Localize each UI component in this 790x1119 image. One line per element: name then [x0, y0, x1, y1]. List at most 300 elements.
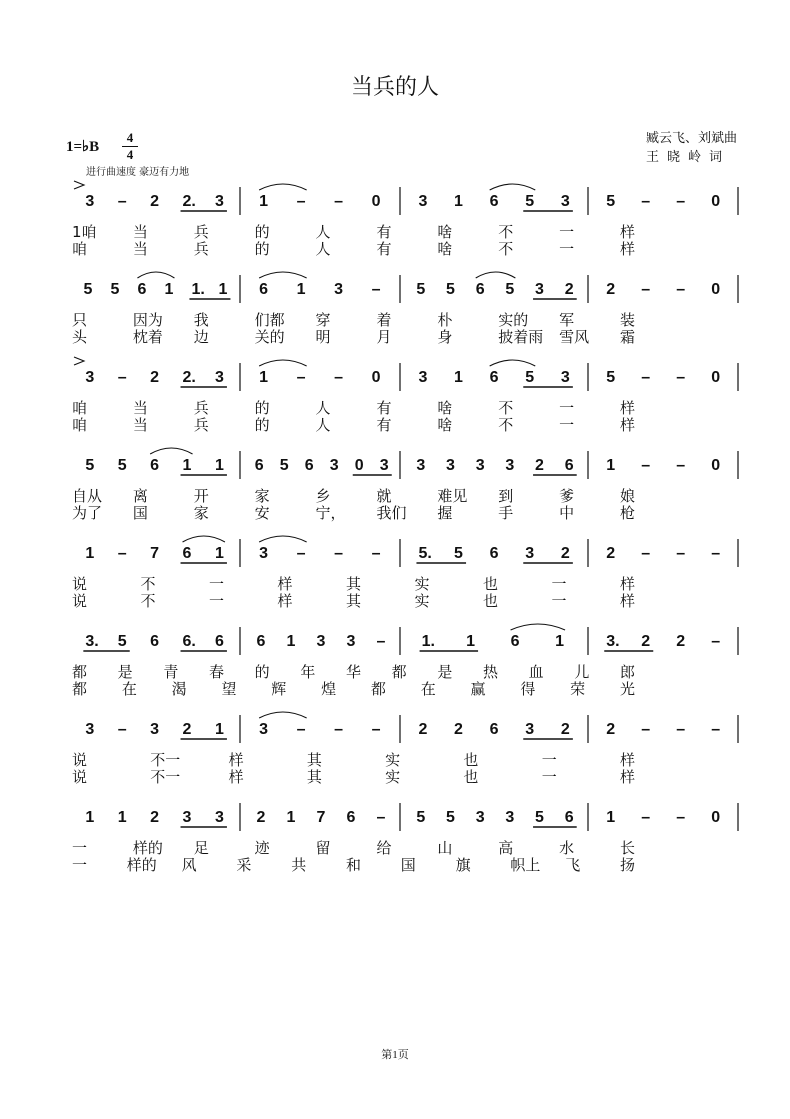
jianpu-note: – [676, 193, 686, 210]
lyric-syllable: 样 [228, 768, 244, 786]
lyric-syllable: 说 [72, 592, 88, 610]
jianpu-note: – [676, 545, 686, 562]
lyric-syllable: 留 [315, 839, 331, 857]
jianpu-note: 0 [711, 369, 721, 386]
lyric-syllable: 家 [193, 504, 209, 522]
lyric-syllable: 枕着 [132, 328, 163, 346]
jianpu-note: 1 [606, 457, 616, 474]
jianpu-note: 1 [164, 281, 174, 298]
tie-slur [137, 272, 174, 278]
jianpu-note: 1 [259, 369, 269, 386]
jianpu-note: 1 [606, 809, 616, 826]
lyric-syllable: 着 [376, 311, 392, 329]
lyric-syllable: 兵 [193, 416, 209, 434]
jianpu-note: 3 [150, 721, 160, 738]
lyric-syllable: 披着雨 [498, 328, 544, 346]
lyric-syllable: 啥 [437, 240, 453, 258]
jianpu-note: 0 [711, 281, 721, 298]
jianpu-note: 6 [137, 281, 147, 298]
tempo-marking: 进行曲速度 豪迈有力地 [86, 167, 190, 178]
page-number: 第1页 [381, 1049, 409, 1061]
jianpu-note: 2 [150, 193, 160, 210]
jianpu-note: 6 [150, 457, 160, 474]
lyric-syllable: 是 [437, 663, 453, 681]
lyric-syllable: 不 [498, 223, 514, 241]
jianpu-note: 6 [564, 809, 574, 826]
tie-slur [259, 184, 307, 190]
lyric-syllable: 有 [376, 399, 392, 417]
lyric-syllable: 当 [132, 223, 148, 241]
jianpu-note: 3 [214, 193, 224, 210]
tie-slur [511, 624, 566, 630]
lyric-syllable: 其 [346, 592, 362, 610]
lyric-syllable: 当 [132, 240, 148, 258]
lyric-syllable: 样 [620, 223, 636, 241]
jianpu-note: – [676, 721, 686, 738]
lyric-syllable: 咱 [72, 399, 88, 417]
jianpu-note: 1 [214, 721, 224, 738]
jianpu-note: 5 [416, 809, 426, 826]
lyric-syllable: 啥 [437, 416, 453, 434]
lyric-syllable: 样 [620, 592, 636, 610]
jianpu-note: 3. [606, 633, 620, 650]
jianpu-note: 3 [329, 457, 339, 474]
jianpu-note: 3 [475, 809, 485, 826]
jianpu-note: – [711, 545, 721, 562]
lyric-syllable: 都 [72, 680, 88, 698]
jianpu-note: 2 [535, 457, 544, 474]
lyric-syllable: 年 [300, 663, 316, 681]
lyric-syllable: 身 [437, 328, 453, 346]
lyric-syllable: 说 [72, 751, 88, 769]
jianpu-note: 2 [564, 281, 574, 298]
jianpu-note: 0 [371, 369, 381, 386]
jianpu-note: 5 [525, 193, 535, 210]
lyric-syllable: 不 [498, 399, 514, 417]
lyric-syllable: 光 [620, 680, 636, 698]
jianpu-note: 6 [510, 633, 520, 650]
lyric-syllable: 实的 [498, 311, 529, 329]
jianpu-note: 1 [555, 633, 564, 650]
lyric-syllable: 啥 [437, 399, 453, 417]
lyric-syllable: 不 [498, 240, 514, 258]
lyric-syllable: 实 [385, 751, 401, 769]
jianpu-note: 6 [182, 545, 192, 562]
lyric-syllable: 扬 [620, 856, 636, 874]
lyric-syllable: 长 [620, 839, 636, 857]
lyric-syllable: 爹 [559, 487, 575, 505]
lyric-syllable: 都 [370, 680, 386, 698]
lyric-syllable: 一 [541, 751, 557, 769]
lyric-syllable: 不一 [150, 751, 181, 769]
jianpu-note: 1. [421, 633, 435, 650]
jianpu-note: 5 [279, 457, 289, 474]
jianpu-note: 2 [606, 721, 616, 738]
jianpu-note: 5 [446, 281, 455, 298]
lyric-syllable: 手 [498, 504, 514, 522]
lyric-syllable: 样 [620, 575, 636, 593]
lyric-syllable: 的 [254, 416, 270, 434]
jianpu-note: 1 [218, 281, 228, 298]
lyric-syllable: 自从 [72, 487, 103, 505]
lyric-syllable: 也 [463, 751, 479, 769]
lyric-syllable: 迹 [254, 839, 270, 857]
lyric-syllable: 也 [483, 575, 499, 593]
lyric-syllable: 中 [559, 504, 575, 522]
tie-slur [259, 272, 307, 278]
lyric-syllable: 实 [414, 575, 430, 593]
lyric-syllable: 也 [483, 592, 499, 610]
jianpu-note: 3 [214, 369, 224, 386]
jianpu-note: 7 [316, 809, 326, 826]
lyric-syllable: 有 [376, 240, 392, 258]
jianpu-note: 6 [489, 545, 499, 562]
jianpu-note: 3 [214, 809, 224, 826]
jianpu-note: 5 [117, 633, 127, 650]
jianpu-note: – [117, 721, 127, 738]
jianpu-note: 3 [525, 545, 535, 562]
lyric-syllable: 咱 [72, 240, 88, 258]
jianpu-note: 3 [418, 193, 428, 210]
jianpu-note: 3 [418, 369, 428, 386]
lyric-syllable: 渴 [171, 680, 187, 698]
jianpu-note: 3 [316, 633, 326, 650]
lyric-syllable: 雪风 [559, 328, 590, 346]
lyric-syllable: 一 [551, 592, 567, 610]
jianpu-note: 3 [560, 193, 570, 210]
lyric-syllable: 家 [254, 487, 270, 505]
lyric-syllable: 其 [306, 768, 322, 786]
jianpu-note: 1 [214, 457, 224, 474]
jianpu-note: – [334, 369, 344, 386]
jianpu-note: 6. [182, 633, 196, 650]
jianpu-note: 2 [606, 281, 616, 298]
jianpu-note: 5 [454, 545, 463, 562]
lyric-syllable: 的 [254, 399, 270, 417]
lyric-syllable: 样 [277, 592, 293, 610]
lyric-syllable: 得 [520, 680, 536, 698]
lyric-syllable: 春 [209, 663, 225, 681]
jianpu-note: 5 [525, 369, 535, 386]
lyric-syllable: 一 [72, 856, 88, 874]
jianpu-note: 2 [418, 721, 428, 738]
jianpu-note: – [676, 369, 686, 386]
jianpu-note: 1 [259, 193, 269, 210]
lyric-syllable: 一 [209, 592, 225, 610]
tie-slur [150, 448, 192, 454]
lyric-syllable: 一 [559, 240, 575, 258]
jianpu-note: 1 [182, 457, 192, 474]
lyric-syllable: 样的 [126, 856, 157, 874]
jianpu-note: 3 [525, 721, 535, 738]
jianpu-note: 2 [676, 633, 686, 650]
lyric-syllable: 在 [420, 680, 436, 698]
jianpu-note: 3. [85, 633, 99, 650]
jianpu-note: 6 [259, 281, 269, 298]
lyric-syllable: 的 [254, 663, 270, 681]
jianpu-note: 3 [560, 369, 570, 386]
lyric-syllable: 穿 [315, 311, 331, 329]
jianpu-note: – [334, 545, 344, 562]
jianpu-note: 2 [641, 633, 651, 650]
jianpu-note: – [296, 545, 306, 562]
lyric-syllable: 一 [559, 416, 575, 434]
lyric-syllable: 一 [559, 223, 575, 241]
lyric-syllable: 帜上 [510, 856, 541, 874]
jianpu-note: 6 [489, 193, 499, 210]
lyric-syllable: 采 [236, 856, 252, 874]
jianpu-note: 2 [606, 545, 616, 562]
jianpu-note: 3 [182, 809, 192, 826]
tie-slur [476, 272, 516, 278]
jianpu-note: 2 [560, 545, 570, 562]
jianpu-note: 3 [505, 809, 515, 826]
lyric-syllable: 风 [181, 856, 197, 874]
jianpu-note: 3 [416, 457, 426, 474]
lyric-syllable: 人 [315, 223, 331, 241]
lyric-syllable: 赢 [470, 680, 486, 698]
lyric-syllable: 不 [498, 416, 514, 434]
lyric-syllable: 有 [376, 223, 392, 241]
jianpu-note: 6 [150, 633, 160, 650]
lyric-syllable: 国 [132, 504, 148, 522]
jianpu-note: 3 [379, 457, 389, 474]
jianpu-note: 0 [354, 457, 364, 474]
lyric-syllable: 娘 [620, 487, 636, 505]
lyric-syllable: 一 [541, 768, 557, 786]
jianpu-note: 0 [711, 809, 721, 826]
jianpu-note: 6 [214, 633, 224, 650]
key-signature: 1=♭B [66, 139, 100, 155]
jianpu-note: 0 [711, 193, 721, 210]
jianpu-note: – [117, 193, 127, 210]
lyric-syllable: 其 [306, 751, 322, 769]
lyric-syllable: 人 [315, 399, 331, 417]
lyric-syllable: 一 [209, 575, 225, 593]
lyric-syllable: 和 [346, 856, 362, 874]
jianpu-note: 5 [606, 193, 616, 210]
jianpu-note: 3 [259, 721, 269, 738]
jianpu-note: – [371, 721, 381, 738]
lyric-syllable: 乡 [315, 487, 331, 505]
jianpu-note: – [641, 457, 651, 474]
jianpu-note: – [676, 281, 686, 298]
lyric-syllable: 一 [551, 575, 567, 593]
jianpu-note: – [711, 721, 721, 738]
lyric-syllable: 说 [72, 768, 88, 786]
jianpu-note: 1 [214, 545, 224, 562]
jianpu-note: – [117, 545, 127, 562]
lyric-syllable: 啥 [437, 223, 453, 241]
jianpu-note: – [711, 633, 721, 650]
jianpu-note: 3 [85, 193, 95, 210]
jianpu-note: – [371, 545, 381, 562]
jianpu-note: 6 [489, 721, 499, 738]
lyric-syllable: 也 [463, 768, 479, 786]
jianpu-note: 3 [85, 721, 95, 738]
tie-slur [183, 536, 225, 542]
jianpu-note: 1 [85, 545, 95, 562]
lyric-syllable: 山 [437, 839, 453, 857]
lyric-syllable: 兵 [193, 399, 209, 417]
jianpu-note: 1 [466, 633, 475, 650]
tie-slur [490, 360, 536, 366]
lyric-syllable: 华 [346, 663, 362, 681]
jianpu-note: – [641, 545, 651, 562]
lyric-syllable: 荣 [570, 680, 586, 698]
lyric-syllable: 不 [140, 575, 156, 593]
jianpu-note: 2. [182, 193, 196, 210]
jianpu-note: 6 [346, 809, 356, 826]
jianpu-note: – [641, 809, 651, 826]
lyric-syllable: 关的 [254, 328, 285, 346]
jianpu-note: – [334, 193, 344, 210]
jianpu-note: – [296, 193, 306, 210]
lyric-syllable: 装 [620, 311, 636, 329]
lyric-syllable: 样 [228, 751, 244, 769]
lyric-syllable: 实 [414, 592, 430, 610]
lyric-syllable: 青 [163, 663, 179, 681]
jianpu-note: 6 [304, 457, 314, 474]
jianpu-note: 6 [254, 457, 264, 474]
meter-top: 4 [126, 130, 134, 145]
lyric-syllable: 给 [376, 839, 392, 857]
lyric-syllable: 边 [193, 328, 209, 346]
lyric-syllable: 说 [72, 575, 88, 593]
jianpu-note: – [296, 721, 306, 738]
jianpu-note: 2 [150, 809, 160, 826]
lyric-syllable: 都 [391, 663, 407, 681]
jianpu-note: 6 [256, 633, 266, 650]
jianpu-note: 3 [505, 457, 515, 474]
lyric-syllable: 在 [121, 680, 137, 698]
jianpu-note: 1 [454, 369, 463, 386]
lyric-syllable: 到 [498, 487, 514, 505]
jianpu-note: – [371, 281, 381, 298]
lyric-syllable: 实 [385, 768, 401, 786]
lyric-syllable: 安 [254, 504, 270, 522]
jianpu-note: 2 [454, 721, 463, 738]
lyric-syllable: 咱 [72, 416, 88, 434]
composer-credit: 臧云飞、刘斌曲 [646, 131, 738, 146]
lyric-syllable: 的 [254, 240, 270, 258]
lyric-syllable: 因为 [132, 311, 163, 329]
lyric-syllable: 足 [193, 839, 209, 857]
lyric-syllable: 共 [291, 856, 307, 874]
lyric-syllable: 军 [559, 311, 575, 329]
jianpu-note: 0 [371, 193, 381, 210]
jianpu-note: 2 [256, 809, 266, 826]
jianpu-note: – [376, 809, 386, 826]
lyric-syllable: 人 [315, 240, 331, 258]
jianpu-note: 5 [117, 457, 127, 474]
lyric-syllable: 我们 [376, 504, 407, 522]
jianpu-note: 3 [346, 633, 356, 650]
lyric-syllable: 当 [132, 399, 148, 417]
jianpu-note: – [334, 721, 344, 738]
lyric-syllable: 开 [193, 487, 209, 505]
lyric-syllable: 月 [376, 328, 392, 346]
jianpu-note: 1. [191, 281, 205, 298]
jianpu-note: – [676, 809, 686, 826]
jianpu-note: – [376, 633, 386, 650]
jianpu-note: 5 [85, 457, 95, 474]
lyric-syllable: 当 [132, 416, 148, 434]
jianpu-note: 2. [182, 369, 196, 386]
jianpu-note: 1 [286, 633, 296, 650]
lyric-syllable: 水 [559, 839, 575, 857]
jianpu-note: – [117, 369, 127, 386]
lyric-syllable: 宁， [315, 504, 346, 522]
lyric-syllable: 其 [346, 575, 362, 593]
lyric-syllable: 样 [620, 240, 636, 258]
lyric-syllable: 兵 [193, 223, 209, 241]
lyric-syllable: 煌 [321, 680, 337, 698]
lyric-syllable: 兵 [193, 240, 209, 258]
jianpu-note: 5 [110, 281, 120, 298]
lyric-syllable: 们都 [254, 311, 285, 329]
lyric-syllable: 样 [620, 768, 636, 786]
jianpu-note: 5 [416, 281, 426, 298]
jianpu-note: 1 [454, 193, 463, 210]
lyric-syllable: 朴 [437, 311, 453, 329]
jianpu-note: 1 [85, 809, 95, 826]
jianpu-note: 0 [711, 457, 721, 474]
jianpu-note: 6 [564, 457, 574, 474]
lyric-syllable: 样 [620, 416, 636, 434]
lyric-syllable: 不 [140, 592, 156, 610]
lyric-syllable: 郎 [620, 663, 636, 681]
lyric-syllable: 有 [376, 416, 392, 434]
jianpu-note: 5 [606, 369, 616, 386]
tie-slur [259, 712, 307, 718]
jianpu-note: 3 [85, 369, 95, 386]
lyric-syllable: 一 [72, 839, 88, 857]
lyric-syllable: 为了 [72, 504, 103, 522]
jianpu-note: – [676, 457, 686, 474]
jianpu-note: 5. [418, 545, 432, 562]
lyric-syllable: 热 [483, 663, 499, 681]
lyric-syllable: 样 [620, 751, 636, 769]
lyric-syllable: 一 [559, 399, 575, 417]
lyric-syllable: 人 [315, 416, 331, 434]
lyric-syllable: 不一 [150, 768, 181, 786]
lyricist-credit: 王晓岭词 [646, 150, 731, 165]
lyric-syllable: 难见 [437, 487, 468, 505]
lyric-syllable: 旗 [455, 856, 471, 874]
accent-mark [74, 357, 84, 365]
lyric-syllable: 儿 [574, 663, 590, 681]
lyric-syllable: 样 [277, 575, 293, 593]
tie-slur [259, 360, 307, 366]
lyric-syllable: 明 [315, 328, 331, 346]
jianpu-note: 5 [535, 809, 544, 826]
jianpu-note: 3 [446, 457, 455, 474]
meter-bottom: 4 [126, 147, 134, 162]
lyric-syllable: 望 [221, 680, 237, 698]
jianpu-note: 3 [259, 545, 269, 562]
accent-mark [74, 181, 84, 189]
jianpu-note: 2 [182, 721, 192, 738]
lyric-syllable: 血 [528, 663, 544, 681]
lyric-syllable: 国 [400, 856, 416, 874]
jianpu-note: – [296, 369, 306, 386]
tie-slur [490, 184, 536, 190]
jianpu-note: 6 [475, 281, 485, 298]
lyric-syllable: 高 [498, 839, 514, 857]
jianpu-note: 5 [83, 281, 93, 298]
lyric-syllable: 霜 [620, 328, 636, 346]
